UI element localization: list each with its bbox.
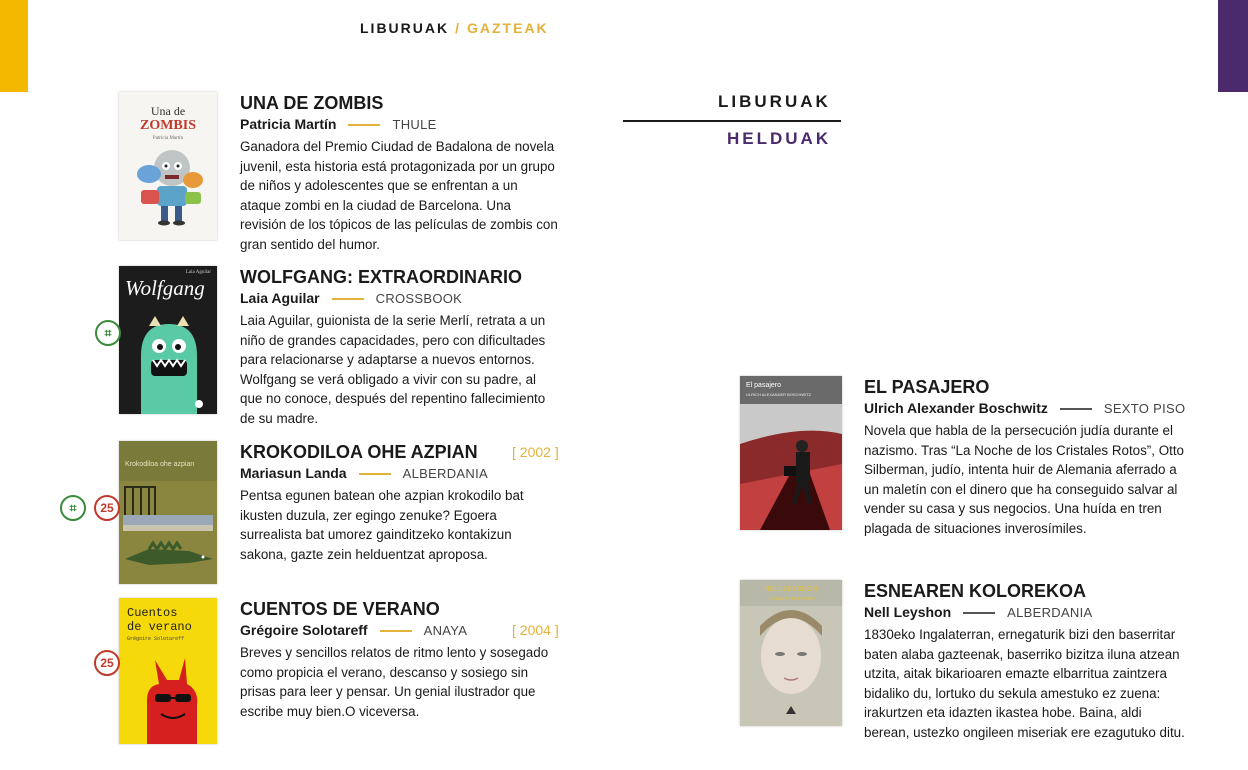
book-glasses-icon: ⌗	[60, 495, 86, 521]
cover-title: Esnearen kolorekoa	[768, 596, 814, 602]
book-title: UNA DE ZOMBIS	[240, 93, 384, 113]
cover-title-line1: Krokodiloa ohe azpian	[125, 461, 195, 468]
book-entry-el-pasajero	[864, 377, 1204, 538]
book-cover-krokodiloa	[119, 441, 217, 584]
cover-author: Laia Aguilar	[185, 270, 211, 275]
book-description: Pentsa egunen batean ohe azpian krokodilo bat ikusten duzula, zer egingo zenuke? Egoera surrealista bat umorez gainditzeko kontakizun sakona, gazte zein helduentzat aproposa.	[240, 488, 524, 562]
book-description: Breves y sencillos relatos de ritmo lento y sosegado como propicia el verano, descanso y sosiego sin prisas para leer y pensar. Un genial ilustrador que escribe muy bien.O viceversa.	[240, 645, 549, 719]
book-meta	[240, 289, 570, 308]
book-author: Nell Leyshon	[864, 604, 952, 620]
book-cover-el-pasajero	[740, 376, 842, 530]
portrait-illustration	[740, 606, 842, 726]
book-title: EL PASAJERO	[864, 377, 990, 397]
book-meta	[240, 464, 570, 483]
age-25-badge: 25	[94, 495, 120, 521]
book-publisher: ANAYA	[423, 623, 468, 638]
section-divider	[623, 120, 841, 122]
cover-author: ULRICH ALEXANDER BOSCHWITZ	[746, 392, 812, 397]
book-meta	[240, 115, 570, 134]
book-entry-cuentos-de-verano	[240, 599, 570, 721]
book-title: KROKODILOA OHE AZPIAN	[240, 442, 478, 462]
right-section-subtitle: HELDUAK	[727, 129, 832, 148]
train-passenger-illustration	[740, 404, 842, 530]
book-publisher: CROSSBOOK	[375, 291, 463, 306]
red-dog-illustration	[133, 656, 213, 744]
cover-author: Patricia Martín	[152, 136, 184, 141]
book-entry-una-de-zombis	[240, 93, 570, 254]
book-publisher: ALBERDANIA	[1007, 605, 1093, 620]
zombie-illustration	[127, 146, 209, 226]
cover-title-line2: de verano	[127, 620, 192, 634]
book-title: ESNEAREN KOLOREKOA	[864, 581, 1087, 601]
book-cover-cuentos-de-verano	[119, 598, 217, 744]
yellow-side-tab	[0, 0, 28, 92]
cover-author: Grégoire Solotareff	[127, 636, 185, 642]
book-publisher: SEXTO PISO	[1103, 401, 1186, 416]
book-author: Laia Aguilar	[240, 290, 320, 306]
book-author: Grégoire Solotareff	[240, 622, 368, 638]
cover-title-line1: El pasajero	[746, 382, 782, 389]
cover-author: NELL LEYSHON	[764, 586, 818, 593]
bed-crocodile-illustration	[119, 481, 217, 584]
dash-divider	[348, 124, 380, 126]
page-header	[360, 20, 549, 36]
dash-divider	[332, 298, 364, 300]
header-sub: GAZTEAK	[467, 20, 549, 36]
book-title: CUENTOS DE VERANO	[240, 599, 440, 619]
right-section-title: LIBURUAK	[718, 92, 831, 111]
dash-divider	[1060, 408, 1092, 410]
book-cover-esnearen-kolorekoa	[740, 580, 842, 726]
book-cover-wolfgang	[119, 266, 217, 414]
book-author: Mariasun Landa	[240, 465, 347, 481]
book-entry-esnearen-kolorekoa	[864, 581, 1204, 742]
dash-divider	[380, 630, 412, 632]
monster-illustration	[129, 316, 209, 414]
book-entry-wolfgang	[240, 267, 570, 428]
book-description: Laia Aguilar, guionista de la serie Merlí, retrata a un niño de grandes capacidades, pero con dificultades para relacionarse y adaptarse a nuevos entornos. Wolfgang se verá obligado a vivir con su padre, al que no conoce, después del repentino fallecimiento de su madre.	[240, 313, 546, 426]
book-year: [ 2004 ]	[512, 622, 559, 638]
book-cover-una-de-zombis	[119, 92, 217, 240]
book-description: Novela que habla de la persecución judía durante el nazismo. Tras “La Noche de los Cristales Rotos”, Otto Silberman, judío, intenta huir de Alemania aferrado a un maletín con el dinero que ha conseguido salvar al vender su casa y sus negocios. Una huída en tren plagada de situaciones inverosímiles.	[864, 423, 1185, 536]
cover-title-line2: ZOMBIS	[139, 118, 196, 133]
cover-title-line1: Cuentos	[127, 606, 178, 620]
book-description: 1830eko Ingalaterran, ernegaturik bizi den baserritar baten alaba gazteenak, baserriko bizitza iluna atzean utzita, aitak bikarioaren emazte elbarritua zaintzera bidaliko du, lortuko du sekula amestuko ez zuena: irakurtzen eta idazten ikastea hobe. Baina, aldi berean, ustezko ongileen miseriak ere ezagutuko ditu.	[864, 627, 1185, 740]
book-meta	[864, 603, 1204, 622]
book-publisher: THULE	[392, 117, 437, 132]
dash-divider	[963, 612, 995, 614]
book-meta	[864, 399, 1204, 418]
book-description: Ganadora del Premio Ciudad de Badalona de novela juvenil, esta historia está protagonizada por un grupo de niños y adolescentes que se enfrentan a un ataque zombi en la ciudad de Barcelona. Una revisión de los tópicos de las películas de zombis con gran sentido del humor.	[240, 139, 558, 252]
book-author: Patricia Martín	[240, 116, 337, 132]
book-publisher: ALBERDANIA	[402, 466, 488, 481]
age-25-badge: 25	[94, 650, 120, 676]
cover-title-line1: Wolfgang	[125, 276, 205, 300]
dash-divider	[359, 473, 391, 475]
header-main: LIBURUAK	[360, 20, 450, 36]
header-separator: /	[455, 20, 461, 36]
book-glasses-icon: ⌗	[95, 320, 121, 346]
book-year: [ 2002 ]	[512, 444, 559, 460]
book-author: Ulrich Alexander Boschwitz	[864, 400, 1048, 416]
book-entry-krokodiloa	[240, 442, 570, 564]
purple-side-tab	[1218, 0, 1248, 92]
cover-title-line1: Una de	[150, 104, 186, 118]
book-title: WOLFGANG: EXTRAORDINARIO	[240, 267, 522, 287]
